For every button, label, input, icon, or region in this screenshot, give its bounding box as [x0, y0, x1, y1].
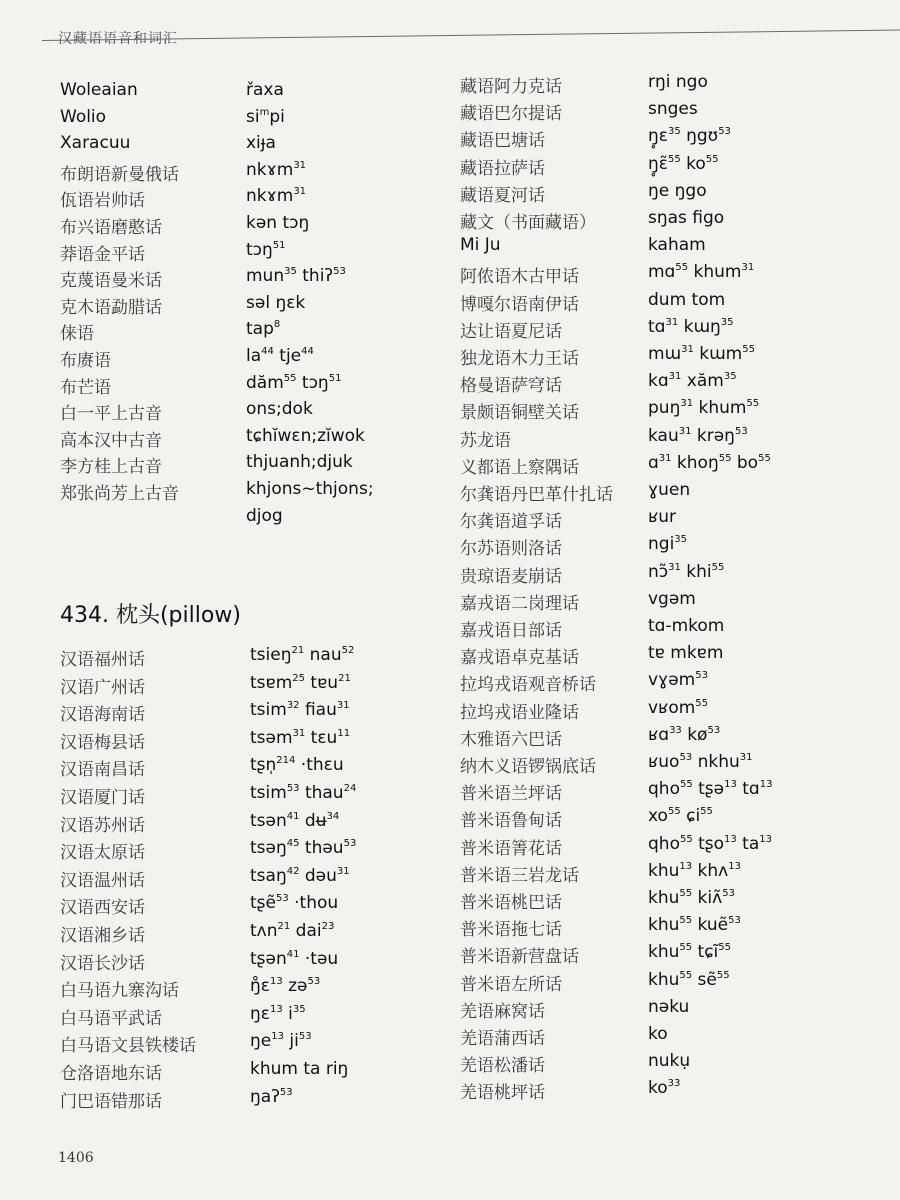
word-form: khu$^{55}$ sẽ$^{55}$	[648, 969, 730, 990]
word-form: ʁɑ$^{33}$ $kø^{53}$	[648, 724, 721, 745]
language-name: 普米语三岩龙话	[460, 865, 579, 886]
word-form: mun$^{35}$ thiʔ$^{53}$	[246, 266, 346, 287]
language-name: 克木语勐腊话	[60, 297, 162, 318]
language-name: 布赓语	[60, 351, 111, 371]
language-name: 嘉戎语二岗理话	[460, 593, 579, 614]
word-form: ngi$^{35}$	[648, 534, 688, 555]
language-name: 拉坞戎语业隆话	[460, 702, 579, 723]
language-name: 阿侬语木古甲话	[460, 267, 579, 288]
word-form: tsəm$^{31}$ tɛu$^{11}$	[250, 727, 351, 748]
language-name: 汉语太原话	[60, 843, 145, 864]
word-form: kɑ$^{31}$ xăm$^{35}$	[648, 371, 737, 392]
word-form: tsən$^{41}$ dʉ$^{34}$	[250, 810, 340, 831]
language-name: Wolio	[60, 106, 107, 127]
word-form: tsim$^{32}$ fiau$^{31}$	[250, 700, 350, 721]
word-form: ŋ̥ɛ̃$^{55}$ $ko^{55}$	[648, 153, 719, 174]
word-form: khum ta riŋ	[250, 1059, 349, 1079]
language-name: 藏语阿力克话	[460, 77, 562, 97]
language-name: Xaracuu	[60, 133, 131, 154]
language-name: 白马语九寨沟话	[60, 981, 179, 1002]
word-form: khjons~thjons;	[246, 479, 374, 499]
word-form: xiɟa	[246, 133, 276, 154]
word-form: kaham	[648, 235, 706, 256]
language-name: 普米语拖七话	[460, 920, 562, 941]
word-form: nukụ	[648, 1051, 691, 1072]
language-name: 汉语苏州话	[60, 815, 145, 836]
word-form: khu$^{13}$ khʌ$^{13}$	[648, 860, 741, 881]
language-name: 拉坞戎语观音桥话	[460, 675, 596, 696]
language-name: 布朗语新曼俄话	[60, 164, 179, 185]
language-name: 布兴语磨憨话	[60, 218, 162, 238]
language-name: 羌语桃坪话	[460, 1083, 545, 1104]
word-form: vgəm	[648, 588, 696, 609]
word-form: tʂən$^{41}$ ·təu	[250, 948, 339, 969]
language-name: 尔苏语则洛话	[460, 539, 562, 560]
language-name: 汉语湘乡话	[60, 926, 145, 946]
language-name: 羌语松潘话	[460, 1056, 545, 1077]
word-form: ŋ̥ɛ$^{35}$ ŋgʊ$^{53}$	[648, 126, 731, 147]
word-form: tɐ mkɐm	[648, 643, 724, 664]
language-name: 普米语新营盘话	[460, 947, 579, 968]
language-name: 白一平上古音	[60, 404, 162, 425]
language-name: 嘉戎语卓克基话	[460, 648, 579, 669]
language-name: 义都语上察隅话	[460, 457, 579, 478]
word-form: səl ŋɛk	[246, 292, 306, 313]
word-form: khu$^{55}$ tɕĩ$^{55}$	[648, 942, 732, 963]
word-form: ʁuo$^{53}$ nkhu$^{31}$	[648, 752, 753, 772]
language-name: 俫语	[60, 324, 94, 345]
word-form: ɑ$^{31}$ khoŋ$^{55}$ $bo^{55}$	[648, 452, 771, 473]
language-name: 达让语夏尼话	[460, 321, 562, 342]
word-form: kən tɔŋ	[246, 213, 310, 233]
word-form: nkɤm$^{31}$	[246, 186, 307, 207]
language-name: 藏语巴塘话	[460, 131, 545, 152]
language-name: 高本汉中古音	[60, 430, 162, 451]
word-form: tsim$^{53}$ thau$^{24}$	[250, 783, 357, 803]
word-form: tɕhĭwɛn;zĭwok	[246, 425, 365, 446]
language-name: 汉语长沙话	[60, 953, 145, 974]
word-form: sŋas figo	[648, 208, 725, 228]
language-name: 白马语平武话	[60, 1008, 162, 1029]
word-form: snges	[648, 99, 698, 120]
word-form: tʌn$^{21}$ dai$^{23}$	[250, 921, 335, 941]
language-name: 白马语文县铁楼话	[60, 1036, 196, 1057]
word-form: ŋe ŋgo	[648, 180, 707, 201]
word-form: nkɤm$^{31}$	[246, 159, 307, 180]
word-form: ɣuen	[648, 480, 691, 500]
language-name: 贵琼语麦崩话	[460, 566, 562, 587]
word-form: $la^{44}$ tje$^{44}$	[246, 346, 314, 366]
word-form: khu$^{55}$ kuẽ$^{53}$	[648, 915, 741, 936]
language-name: 普米语鲁甸话	[460, 811, 562, 832]
language-name: 普米语兰坪话	[460, 784, 562, 805]
word-form: tap$^8$	[246, 319, 281, 340]
word-form: řaxa	[246, 80, 284, 100]
word-form: thjuanh;djuk	[246, 452, 353, 473]
language-name: 汉语海南话	[60, 705, 145, 726]
section-title: 434. 枕头(pillow)	[60, 603, 241, 628]
language-name: 普米语左所话	[460, 974, 562, 995]
word-form: tsəŋ$^{45}$ thəu$^{53}$	[250, 838, 357, 859]
word-form: tɔŋ$^{51}$	[246, 239, 286, 260]
language-name: 藏文（书面藏语）	[460, 213, 596, 233]
page-number: 1406	[58, 1150, 94, 1166]
language-name: 苏龙语	[460, 430, 511, 451]
word-form: mɯ$^{31}$ kɯm$^{55}$	[648, 344, 755, 364]
language-name: 克蔑语曼米话	[60, 271, 162, 292]
word-form: $xo^{55}$ ɕi$^{55}$	[648, 806, 713, 827]
word-form: nɔ̃$^{31}$ khi$^{55}$	[648, 561, 725, 582]
language-name: 独龙语木力王话	[460, 349, 579, 369]
language-name: 佤语岩帅话	[60, 191, 145, 212]
word-form: tsieŋ$^{21}$ nau$^{52}$	[250, 645, 355, 665]
word-form: vʁom$^{55}$	[648, 697, 709, 718]
word-form: ʁur	[648, 507, 677, 528]
language-name: 格曼语萨穹话	[460, 376, 562, 397]
language-name: 汉语温州话	[60, 870, 145, 891]
language-name: 纳木义语锣锅底话	[460, 757, 596, 777]
language-name: 景颇语铜壁关话	[460, 403, 579, 424]
language-name: 仓洛语地东话	[60, 1064, 162, 1084]
language-name: 藏语巴尔提话	[460, 104, 562, 125]
word-form: khu$^{55}$ kiʌ̃$^{53}$	[648, 888, 735, 908]
word-form: qho$^{55}$ tʂə$^{13}$ tɑ$^{13}$	[648, 779, 773, 800]
word-form: ŋ̊ɛ$^{13}$ zə$^{53}$	[250, 976, 321, 997]
language-name: 博嘎尔语南伊话	[460, 294, 579, 315]
word-form: djog	[246, 505, 283, 526]
word-form: vɣəm$^{53}$	[648, 670, 708, 691]
language-name: 羌语麻窝话	[460, 1001, 545, 1022]
word-form: tɑ$^{31}$ kɯŋ$^{35}$	[648, 316, 734, 337]
language-name: 尔龚语丹巴革什扎话	[460, 485, 613, 505]
word-form: ons;dok	[246, 399, 313, 420]
word-form: dăm$^{55}$ tɔŋ$^{51}$	[246, 372, 342, 393]
word-form: tsɐm$^{25}$ tɐu$^{21}$	[250, 672, 351, 693]
language-name: 李方桂上古音	[60, 457, 162, 478]
word-form: $si^mpi$	[246, 106, 285, 127]
language-name: 普米语箐花话	[460, 838, 562, 859]
word-form: tʂẽ$^{53}$ ·thou	[250, 893, 339, 914]
language-name: 布芒语	[60, 377, 111, 398]
language-name: 藏语夏河话	[460, 185, 545, 206]
word-form: ŋɛ$^{13}$ $i^{35}$	[250, 1003, 306, 1024]
word-form: ŋaʔ$^{53}$	[250, 1086, 293, 1107]
word-form: rŋi ngo	[648, 72, 708, 92]
word-form: $ko^{33}$	[648, 1078, 681, 1099]
word-form: $ŋe^{13}$ $ji^{53}$	[250, 1031, 312, 1052]
language-name: 汉语福州话	[60, 650, 145, 670]
language-name: Mi Ju	[460, 235, 501, 256]
word-form: mɑ$^{55}$ khum$^{31}$	[648, 262, 755, 283]
page-header: 汉藏语语音和词汇	[58, 31, 178, 47]
word-form: ko	[648, 1024, 668, 1044]
language-name: 汉语南昌话	[60, 760, 145, 781]
language-name: 门巴语错那话	[60, 1091, 162, 1112]
word-form: tʂn̩$^{214}$ ·thɛu	[250, 755, 344, 776]
language-name: 汉语梅县话	[60, 732, 145, 753]
language-name: 藏语拉萨话	[460, 158, 545, 179]
word-form: puŋ$^{31}$ khum$^{55}$	[648, 398, 760, 419]
language-name: 莽语金平话	[60, 244, 145, 265]
language-name: 羌语蒲西话	[460, 1029, 545, 1049]
language-name: 嘉戎语日部话	[460, 621, 562, 641]
word-form: nəku	[648, 996, 690, 1017]
word-form: kau$^{31}$ krəŋ$^{53}$	[648, 425, 748, 446]
word-form: qho$^{55}$ tʂo$^{13}$ $ta^{13}$	[648, 833, 772, 854]
language-name: 尔龚语道孚话	[460, 512, 562, 533]
language-name: 汉语厦门话	[60, 788, 145, 808]
language-name: Woleaian	[60, 80, 138, 100]
word-form: tɑ-mkom	[648, 616, 725, 636]
language-name: 汉语广州话	[60, 677, 145, 698]
word-form: tsaŋ$^{42}$ dəu$^{31}$	[250, 865, 350, 886]
language-name: 普米语桃巴话	[460, 893, 562, 913]
word-form: dum tom	[648, 289, 726, 310]
language-name: 郑张尚芳上古音	[60, 484, 179, 504]
language-name: 木雅语六巴话	[460, 729, 562, 750]
language-name: 汉语西安话	[60, 898, 145, 919]
